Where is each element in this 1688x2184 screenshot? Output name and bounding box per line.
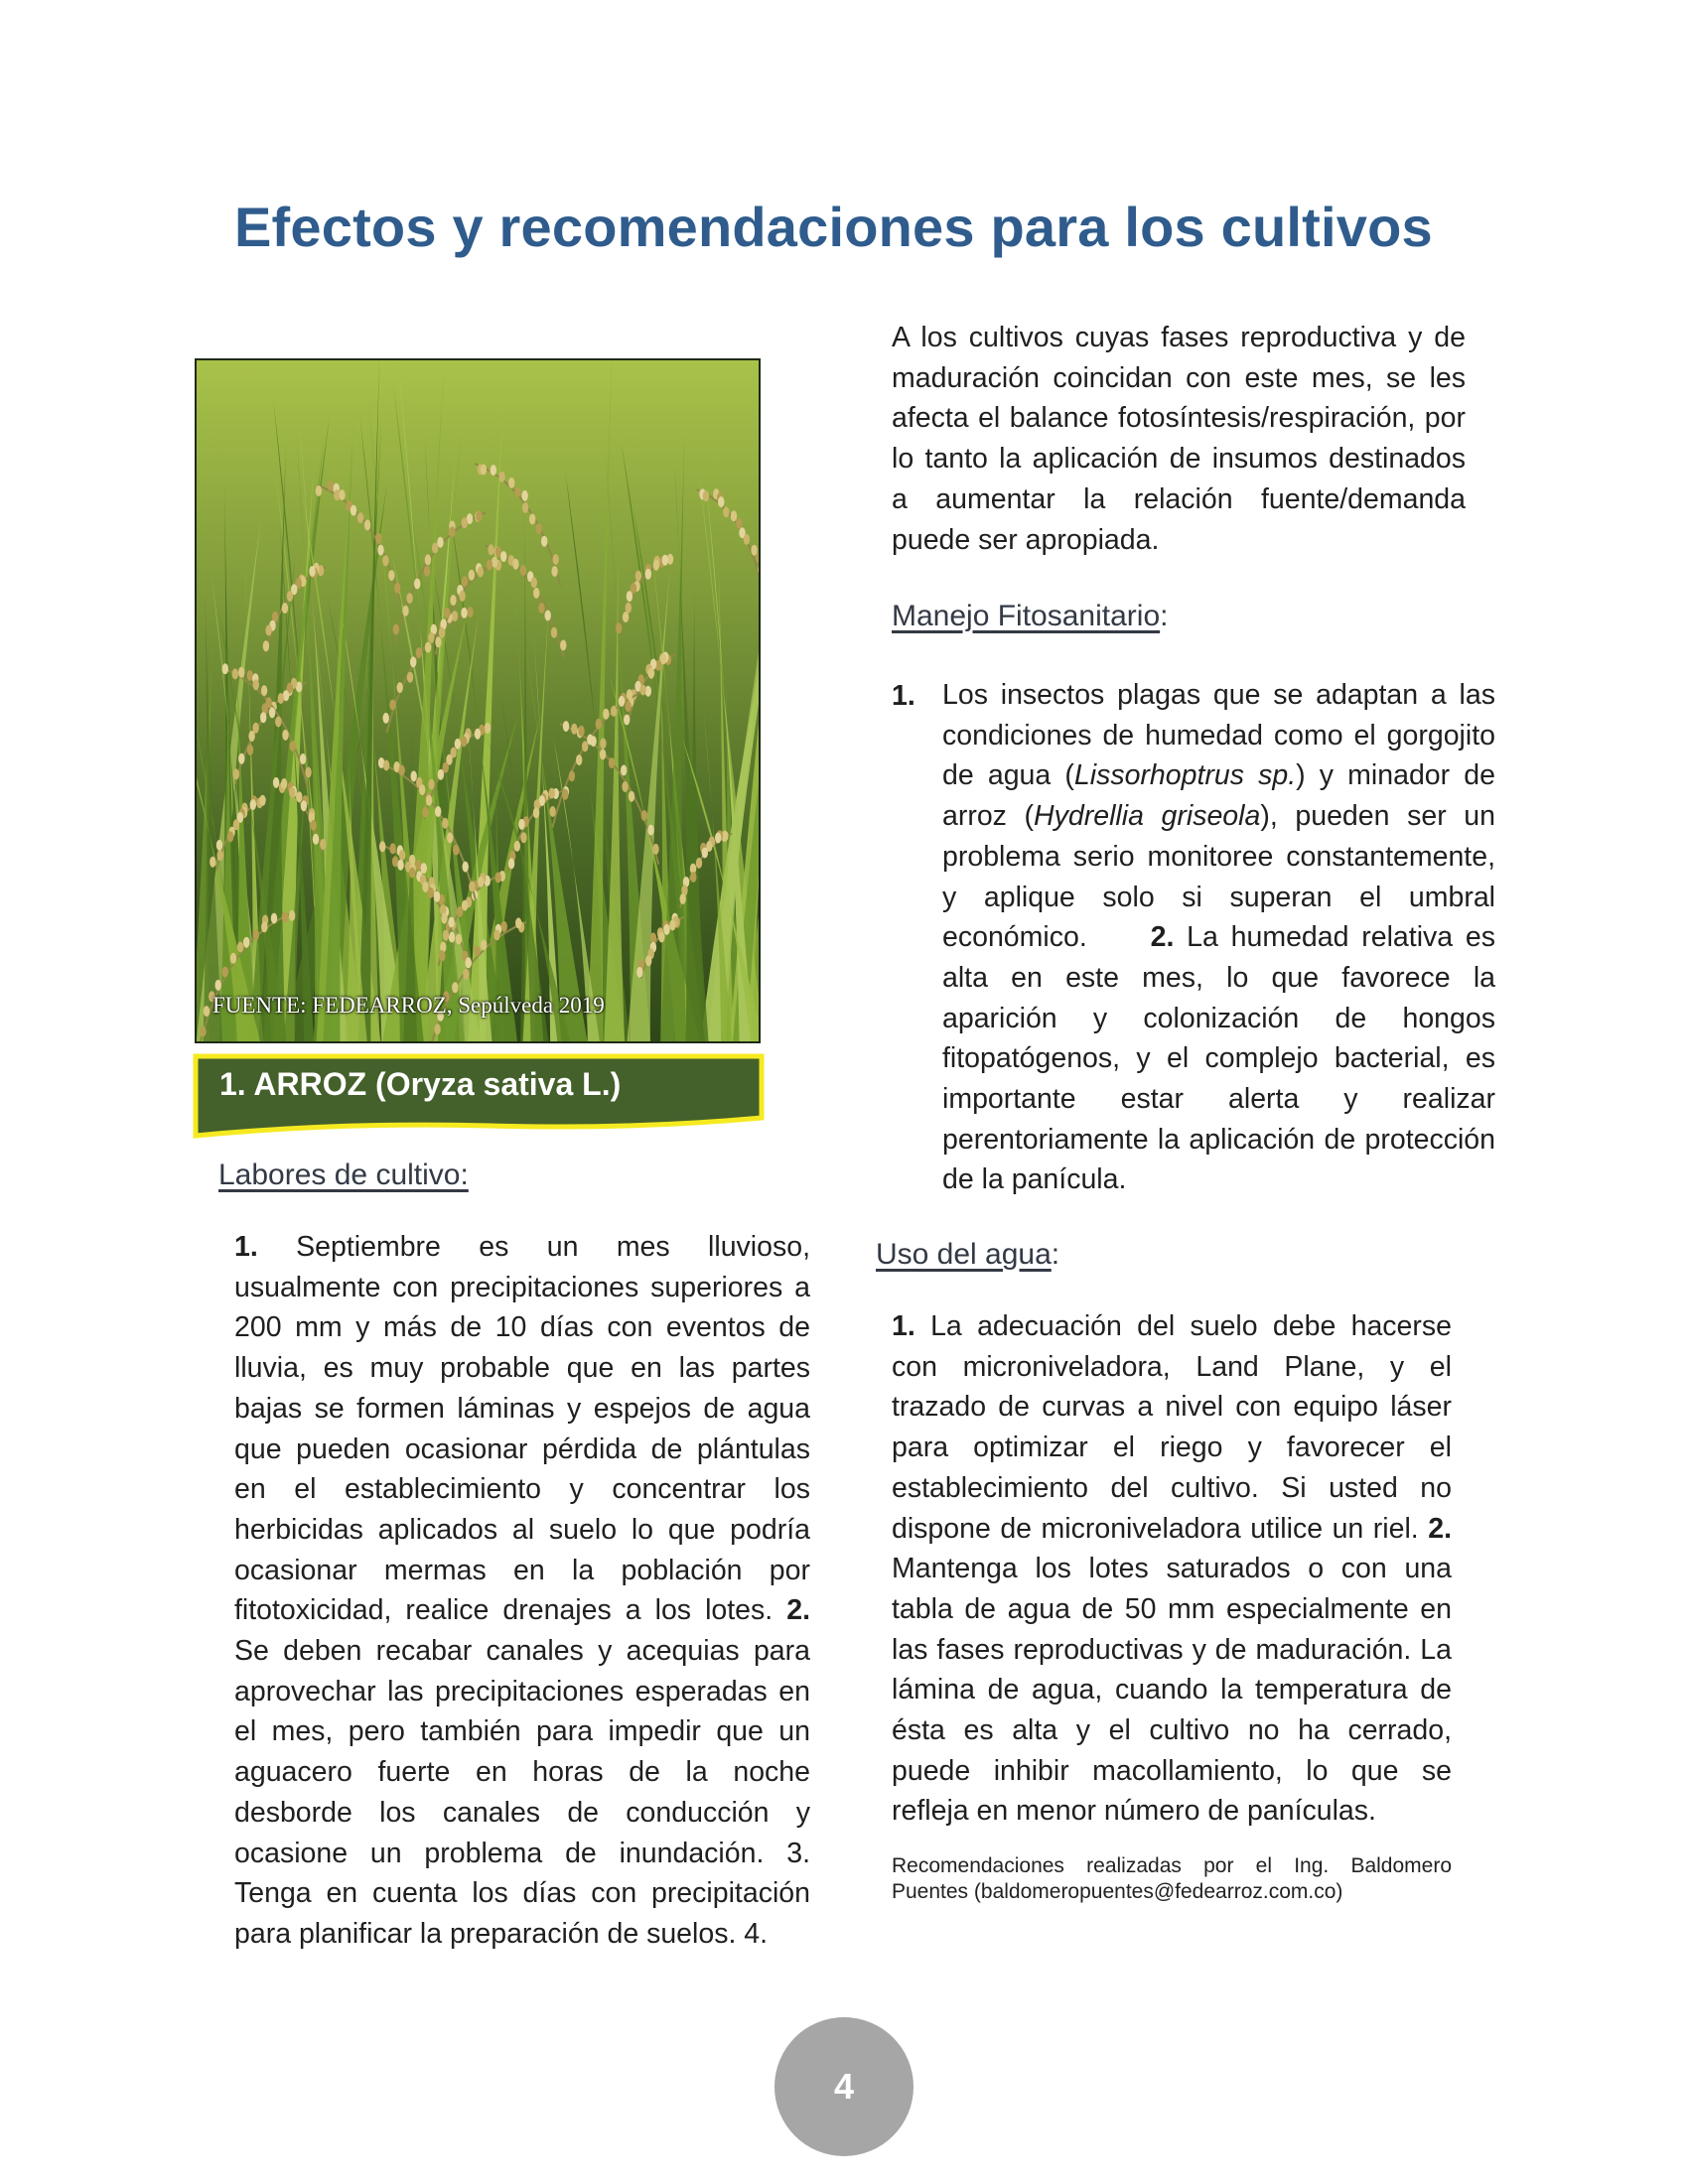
- page-number-badge: [774, 2017, 914, 2156]
- photo-credit: FUENTE: FEDEARROZ, Sepúlveda 2019: [212, 993, 605, 1018]
- crop-banner-label: 1. ARROZ (Oryza sativa L.): [219, 1066, 622, 1102]
- page-number: 4: [833, 2066, 855, 2107]
- uso-agua-paragraph: 1. La adecuación del suelo debe hacerse con microniveladora, Land Plane, y el trazado de curvas a nivel con equipo láser para optimizar el riego y favorecer el establecimiento del cultivo. Si usted no dispone de microniveladora utilice un riel. 2. Mantenga los lotes saturados o con una tabla de agua de 50 mm especialmente en las fases reproductivas y de maduración. La lámina de agua, cuando la temperatura de ésta es alta y el cultivo no ha cerrado, puede inhibir macollamiento, lo que se refleja en menor número de panículas.: [892, 1310, 1452, 1828]
- page-title: Efectos y recomendaciones para los cultivos: [234, 196, 1433, 258]
- list-number: 2.: [1428, 1512, 1452, 1545]
- labores-heading: Labores de cultivo:: [218, 1159, 469, 1191]
- intro-paragraph: A los cultivos cuyas fases reproductiva y de maduración coincidan con este mes, se les afecta el balance fotosíntesis/respiración, por lo tanto la aplicación de insumos destinados a aumentar la relación fuente/demanda puede ser apropiada.: [892, 322, 1466, 556]
- labores-paragraph: 1. Septiembre es un mes lluvioso, usualmente con precipitaciones superiores a 200 mm y más de 10 días con eventos de lluvia, es muy probable que en las partes bajas se formen láminas y espejos de agua que pueden ocasionar pérdida de plántulas en el establecimiento y concentrar los herbicidas aplicados al suelo lo que podría ocasionar mermas en la población por fitotoxicidad, realice drenajes a los lotes. 2. Se deben recabar canales y acequias para aprovechar las precipitaciones esperadas en el mes, pero también para impedir que un aguacero fuerte en horas de la noche desborde los canales de conducción y ocasione un problema de inundación. 3. Tenga en cuenta los días con precipitación para planificar la preparación de suelos. 4.: [234, 1231, 810, 1950]
- recommendation-credit: Recomendaciones realizadas por el Ing. Baldomero Puentes (baldomeropuentes@fedearroz.com.co): [892, 1854, 1452, 1903]
- fitosanitario-heading: Manejo Fitosanitario:: [892, 600, 1169, 632]
- uso-agua-heading: Uso del agua:: [876, 1238, 1060, 1271]
- list-number: 2.: [786, 1594, 810, 1627]
- list-number: 1.: [234, 1231, 258, 1263]
- list-number: 1.: [892, 1310, 915, 1342]
- crop-banner: [193, 1052, 765, 1140]
- rice-field-photo: [195, 358, 761, 1043]
- list-number: 1.: [892, 680, 915, 712]
- fitosanitario-paragraph: Los insectos plagas que se adaptan a las condiciones de humedad como el gorgojito de agua (Lissorhoptrus sp.) y minador de arroz (Hydrellia griseola), pueden ser un problema serio monitoree constantemente, y aplique solo si superan el umbral económico. 2. La humedad relativa es alta en este mes, lo que favorece la aparición y colonización de hongos fitopatógenos, y el complejo bacterial, es importante estar alerta y realizar perentoriamente la aplicación de protección de la panícula.: [942, 679, 1496, 1196]
- rice-field-illustration: [197, 360, 759, 1041]
- list-number: 2.: [1150, 921, 1175, 954]
